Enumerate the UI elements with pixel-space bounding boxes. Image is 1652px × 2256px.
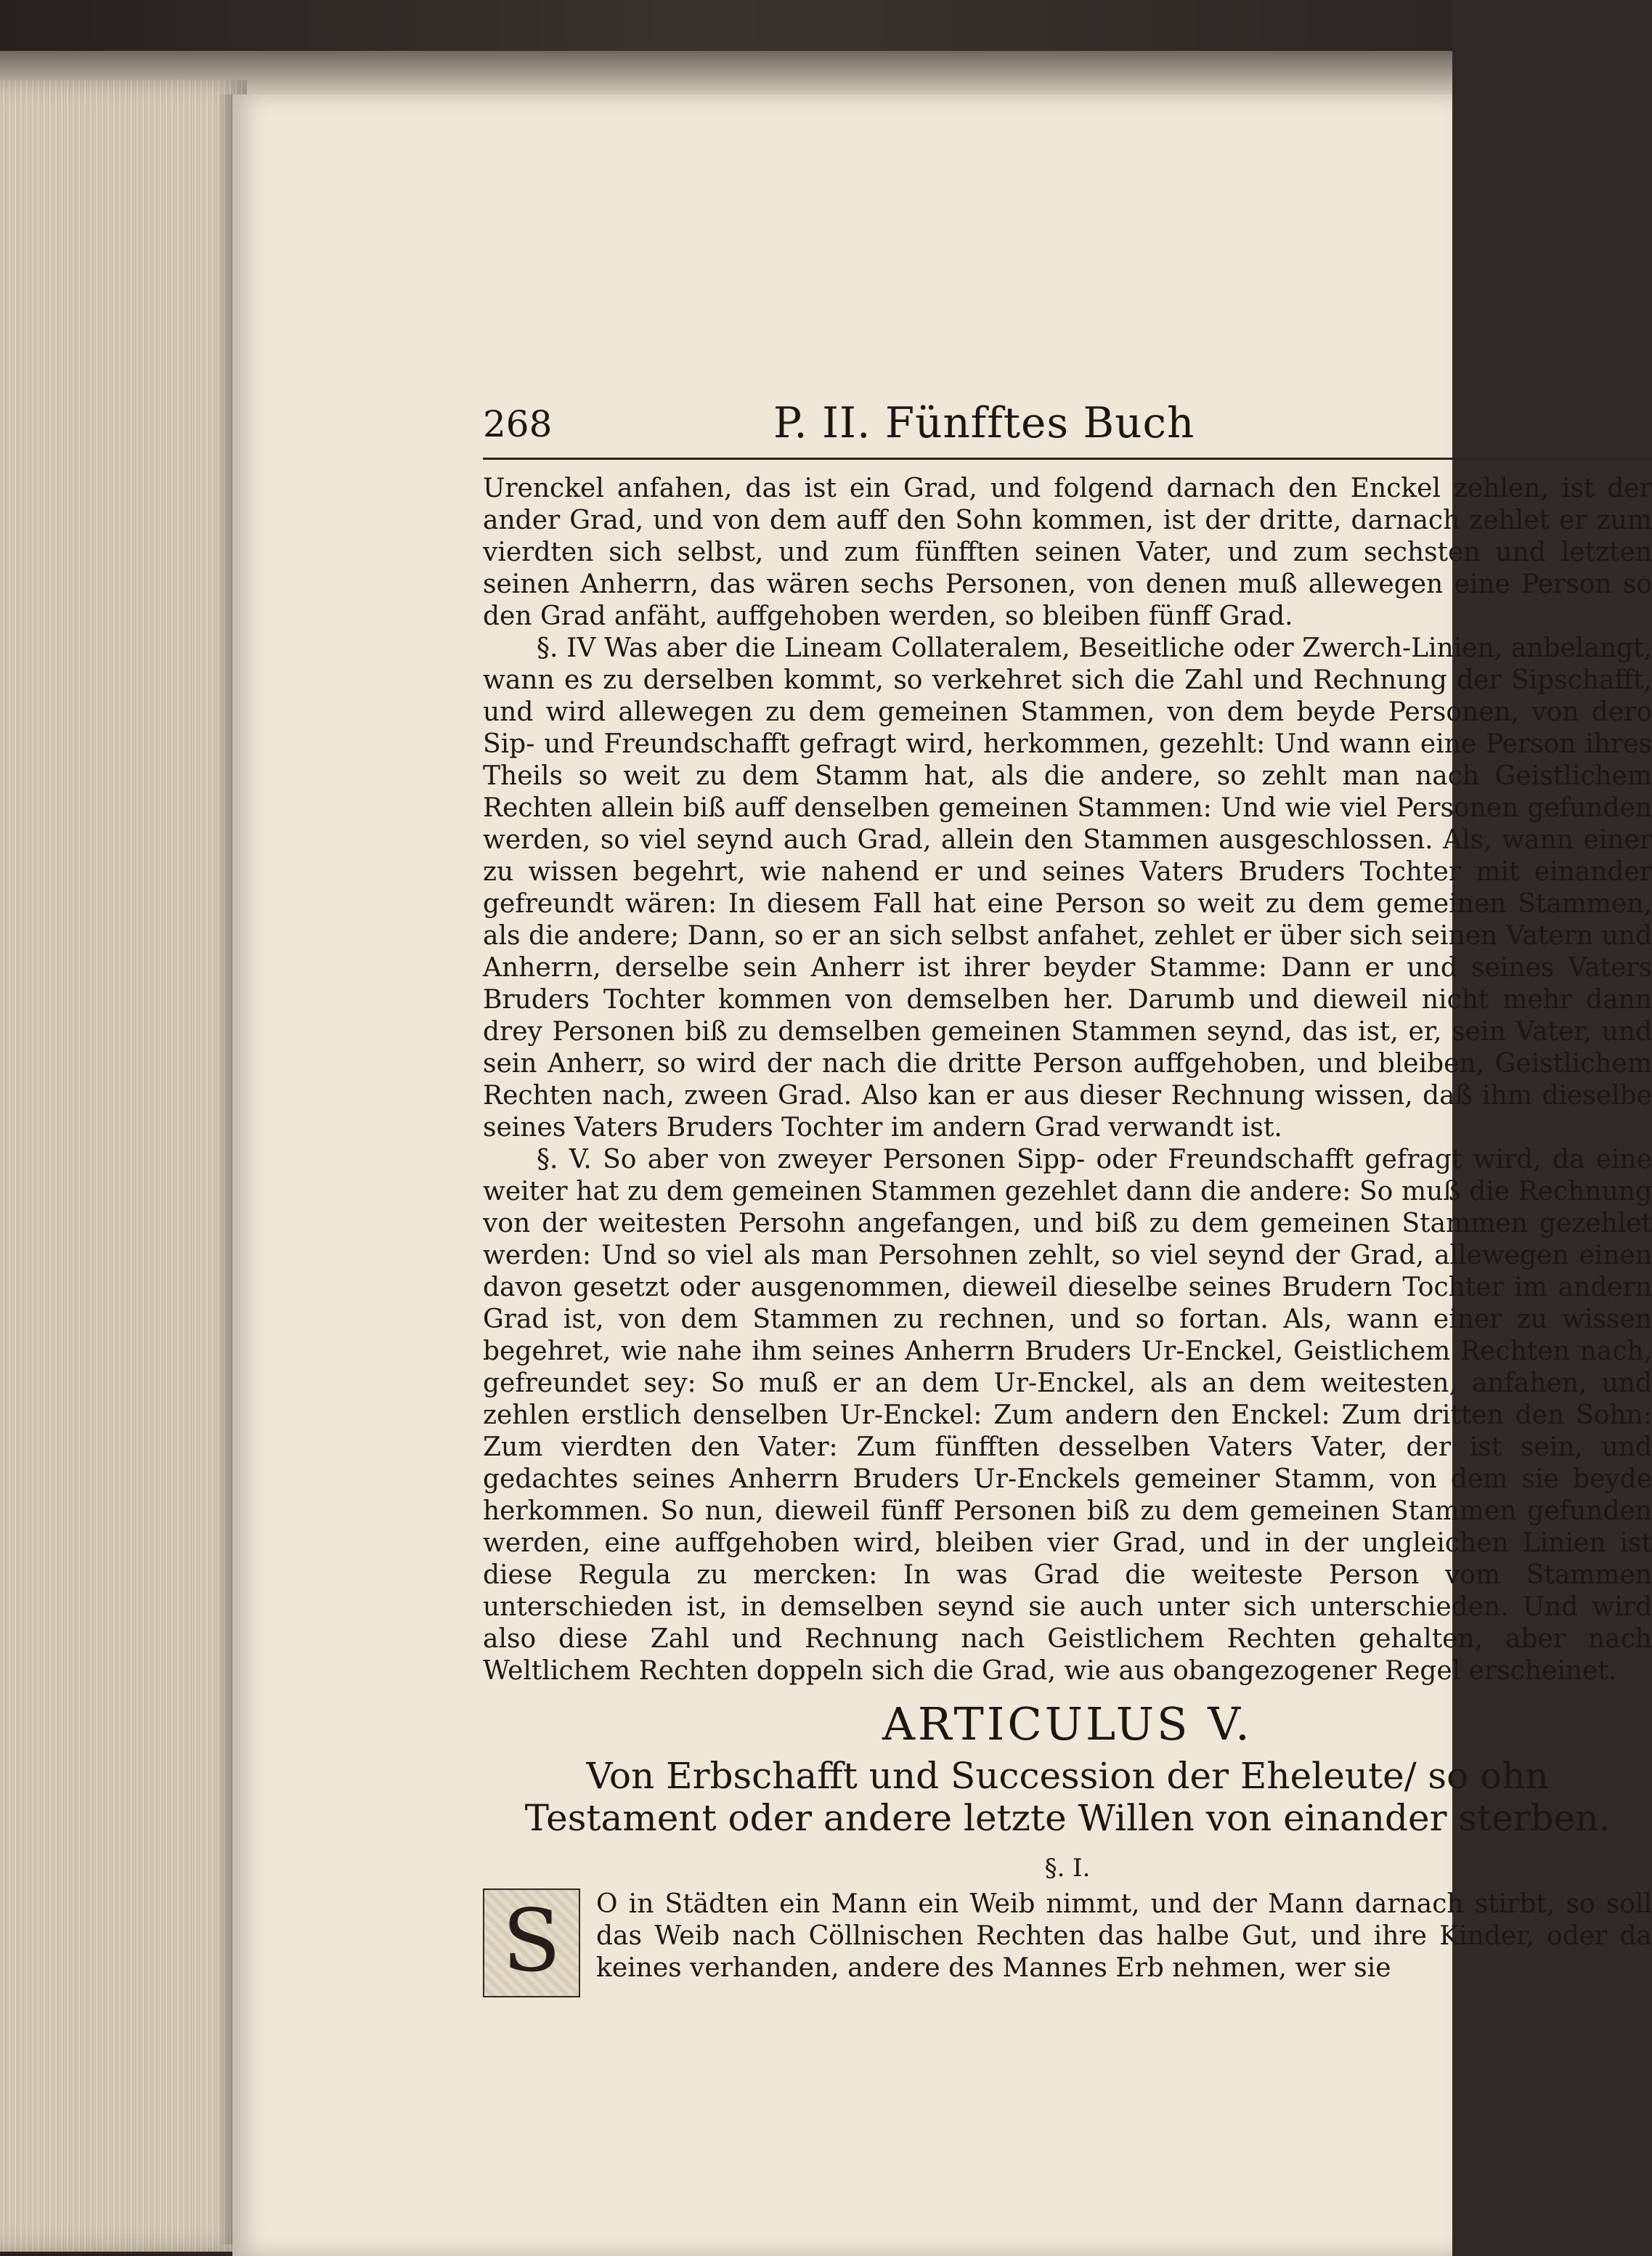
page-stack-edge bbox=[0, 80, 247, 2252]
drop-cap-initial: S bbox=[483, 1888, 580, 1997]
page-number: 268 bbox=[483, 403, 553, 445]
book-page bbox=[232, 94, 1652, 2256]
paragraph-section-iv: §. IV Was aber die Lineam Collateralem, Beseitliche oder Zwerch-Linien, anbelangt, wann es zu derselben kommt, so verkehret sich die Zahl und Rechnung der Sipschafft, und wird allewegen zu dem gemeinen Stammen, von dem beyde Personen, von dero Sip- und Freundschafft gefragt wird, herkommen, gezehlt: Und wann eine Person ihres Theils so weit zu dem Stamm hat, als die andere, so zehlt man nach Geistlichem Rechten allein biß auff denselben gemeinen Stammen: Und wie viel Personen gefunden werden, so viel seynd auch Grad, allein den Stammen ausgeschlossen. Als, wann einer zu wissen begehrt, wie nahend er und seines Vaters Bruders Tochter mit einander gefreundt wären: In diesem Fall hat eine Person so weit zu dem gemeinen Stammen, als die andere; Dann, so er an sich selbst anfahet, zehlet er über sich seinen Vatern und Anherrn, derselbe sein Anherr ist ihrer beyder Stamme: Dann er und seines Vaters Bruders Tochter kommen von demselben her. Darumb und dieweil nicht mehr dann drey Personen biß zu demselben gemeinen Stammen seynd, das ist, er, sein Vater, und sein Anherr, so wird der nach die dritte Person auffgehoben, und bleiben, Geistlichem Rechten nach, zween Grad. Also kan er aus dieser Rechnung wissen, daß ihm dieselbe seines Vaters Bruders Tochter im andern Grad verwandt ist. bbox=[483, 633, 1652, 1143]
article-title: ARTICULUS V. bbox=[882, 1697, 1253, 1750]
paragraph-continuation: Urenckel anfahen, das ist ein Grad, und folgend darnach den Enckel zehlen, ist der ander Grad, und von dem auff den Sohn kommen, ist der dritte, darnach zehlet er zum vierdten sich selbst, und zum fünfften seinen Vater, und zum sechsten und letzten seinen Anherrn, das wären sechs Personen, von denen muß allewegen eine Person so den Grad anfäht, auffgehoben werden, so bleiben fünff Grad. bbox=[483, 474, 1652, 631]
running-title: P. II. Fünfftes Buch bbox=[773, 398, 1195, 447]
opening-paragraph-text: O in Städten ein Mann ein Weib nimmt, und der Mann darnach stirbt, so soll das Weib nach Cöllnischen Rechten das halbe Gut, und ihre Kinder, oder da keines verhanden, andere des Mannes Erb nehmen, wer sie bbox=[596, 1889, 1652, 1983]
article-subtitle-line-1: Von Erbschafft und Succession der Eheleute/ so ohn bbox=[586, 1755, 1549, 1797]
page-content bbox=[483, 392, 1652, 1997]
opening-paragraph bbox=[483, 1888, 1652, 1997]
section-marker: §. I. bbox=[1044, 1854, 1091, 1883]
running-head bbox=[483, 392, 1652, 460]
article-subtitle-line-2: Testament oder andere letzte Willen von einander sterben. bbox=[524, 1797, 1611, 1839]
paragraph-section-v: §. V. So aber von zweyer Personen Sipp- oder Freundschafft gefragt wird, da eine weiter hat zu dem gemeinen Stammen gezehlet dann die andere: So muß die Rechnung von der weitesten Persohn angefangen, und biß zu dem gemeinen Stammen gezehlet werden: Und so viel als man Persohnen zehlt, so viel seynd der Grad, allewegen einen davon gesetzt oder ausgenommen, dieweil dieselbe seines Brudern Tochter im andern Grad ist, von dem Stammen zu rechnen, und so fortan. Als, wann einer zu wissen begehret, wie nahe ihm seines Anherrn Bruders Ur-Enckel, Geistlichem Rechten nach, gefreundet sey: So muß er an dem Ur-Enckel, als an dem weitesten, anfahen, und zehlen erstlich denselben Ur-Enckel: Zum andern den Enckel: Zum dritten den Sohn: Zum vierdten den Vater: Zum fünfften desselben Vaters Vater, der ist sein, und gedachtes seines Anherrn Bruders Ur-Enckels gemeiner Stamm, von dem sie beyde herkommen. So nun, dieweil fünff Personen biß zu dem gemeinen Stammen gefunden werden, eine auffgehoben wird, bleiben vier Grad, und in der ungleichen Linien ist diese Regula zu mercken: In was Grad die weiteste Person vom Stammen unterschieden ist, in demselben seynd sie auch unter sich unterschieden. Und wird also diese Zahl und Rechnung nach Geistlichem Rechten gehalten, aber nach Weltlichem Rechten doppeln sich die Grad, wie aus obangezogener Regel erscheinet. bbox=[483, 1145, 1652, 1686]
main-text-block bbox=[483, 473, 1652, 1687]
